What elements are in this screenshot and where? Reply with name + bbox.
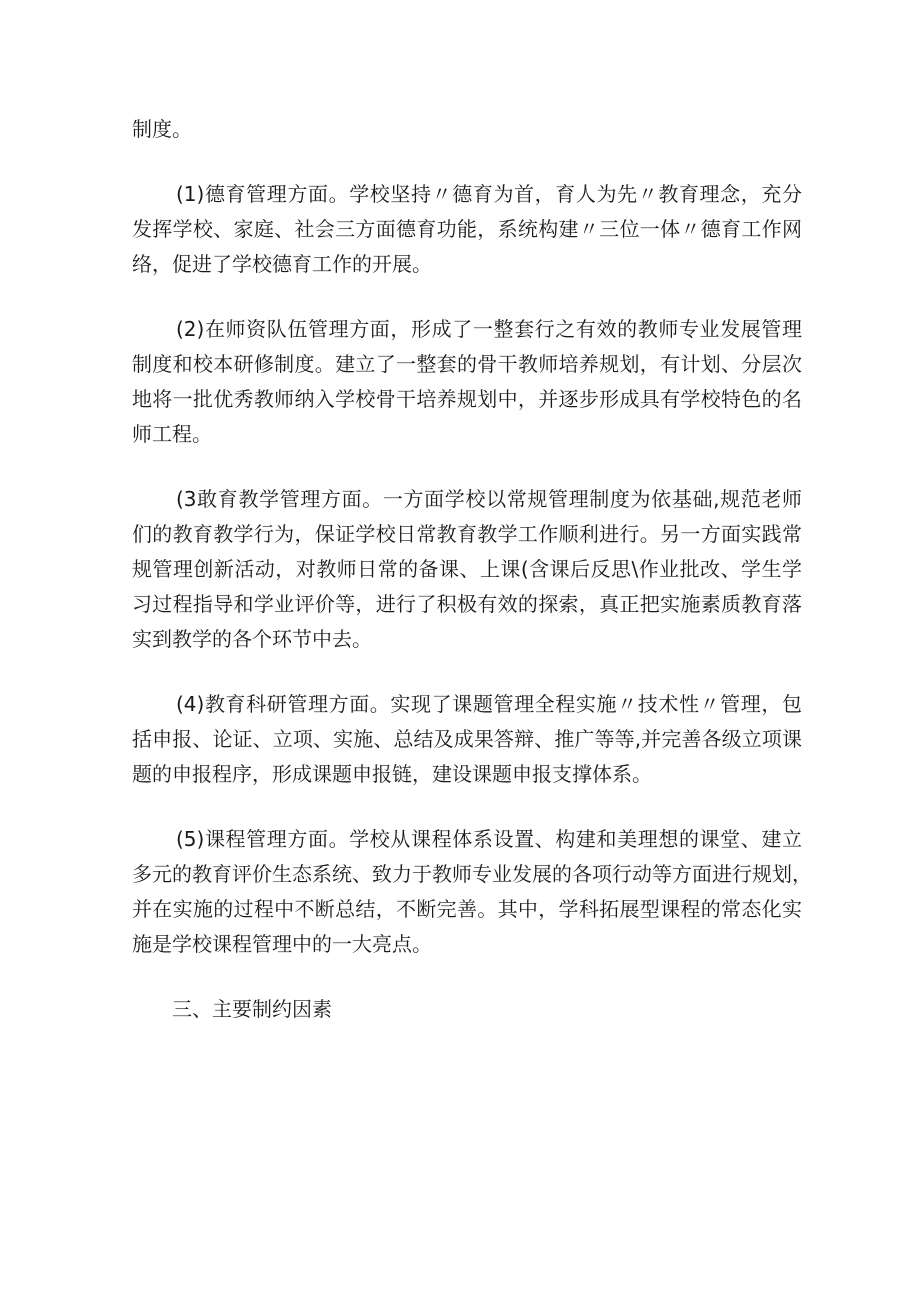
text-line: 括申报、论证、立项、实施、总结及成果答辩、推广等等,并完善各级立项课 xyxy=(132,727,802,751)
text-line: 们的教育教学行为，保证学校日常教育教学工作顺利进行。另一方面实践常 xyxy=(132,522,802,546)
paragraph-moral-education xyxy=(132,177,802,282)
text-line: (4)教育科研管理方面。实现了课题管理全程实施〃技术性〃管理，包 xyxy=(176,692,802,716)
text-line: (2)在师资队伍管理方面，形成了一整套行之有效的教师专业发展管理 xyxy=(176,317,802,341)
text-line: 制度和校本研修制度。建立了一整套的骨干教师培养规划，有计划、分层次 xyxy=(132,352,802,376)
text-line: 规管理创新活动，对教师日常的备课、上课(含课后反思\作业批改、学生学 xyxy=(132,557,802,581)
paragraph-curriculum-management xyxy=(132,822,812,962)
text-line: 并在实施的过程中不断总结，不断完善。其中，学科拓展型课程的常态化实 xyxy=(132,897,802,921)
paragraph-research-management xyxy=(132,687,802,792)
text-line: 题的申报程序，形成课题申报链，建设课题申报支撑体系。 xyxy=(132,762,652,786)
text-line: 发挥学校、家庭、社会三方面德育功能，系统构建〃三位一体〃德育工作网 xyxy=(132,217,802,241)
section-heading xyxy=(132,992,802,1027)
intro-paragraph xyxy=(132,112,802,147)
paragraph-teacher-management xyxy=(132,312,802,452)
text-line: 习过程指导和学业评价等，进行了积极有效的探索，真正把实施素质教育落 xyxy=(132,592,802,616)
text-line: (1)德育管理方面。学校坚持〃德育为首，育人为先〃教育理念，充分 xyxy=(176,182,802,206)
paragraph-teaching-management xyxy=(132,482,802,657)
document-page xyxy=(132,112,812,1027)
text-line: 制度。 xyxy=(132,117,192,141)
text-line: 多元的教育评价生态系统、致力于教师专业发展的各项行动等方面进行规划， xyxy=(132,862,812,886)
text-line: 地将一批优秀教师纳入学校骨干培养规划中，并逐步形成具有学校特色的名 xyxy=(132,387,802,411)
text-line: 实到教学的各个环节中去。 xyxy=(132,627,372,651)
text-line: (3敢育教学管理方面。一方面学校以常规管理制度为依基础,规范老师 xyxy=(176,487,802,511)
heading-text: 三、主要制约因素 xyxy=(172,997,332,1021)
text-line: (5)课程管理方面。学校从课程体系设置、构建和美理想的课堂、建立 xyxy=(176,827,802,851)
text-line: 施是学校课程管理中的一大亮点。 xyxy=(132,932,432,956)
text-line: 络，促进了学校德育工作的开展。 xyxy=(132,252,432,276)
text-line: 师工程。 xyxy=(132,422,212,446)
